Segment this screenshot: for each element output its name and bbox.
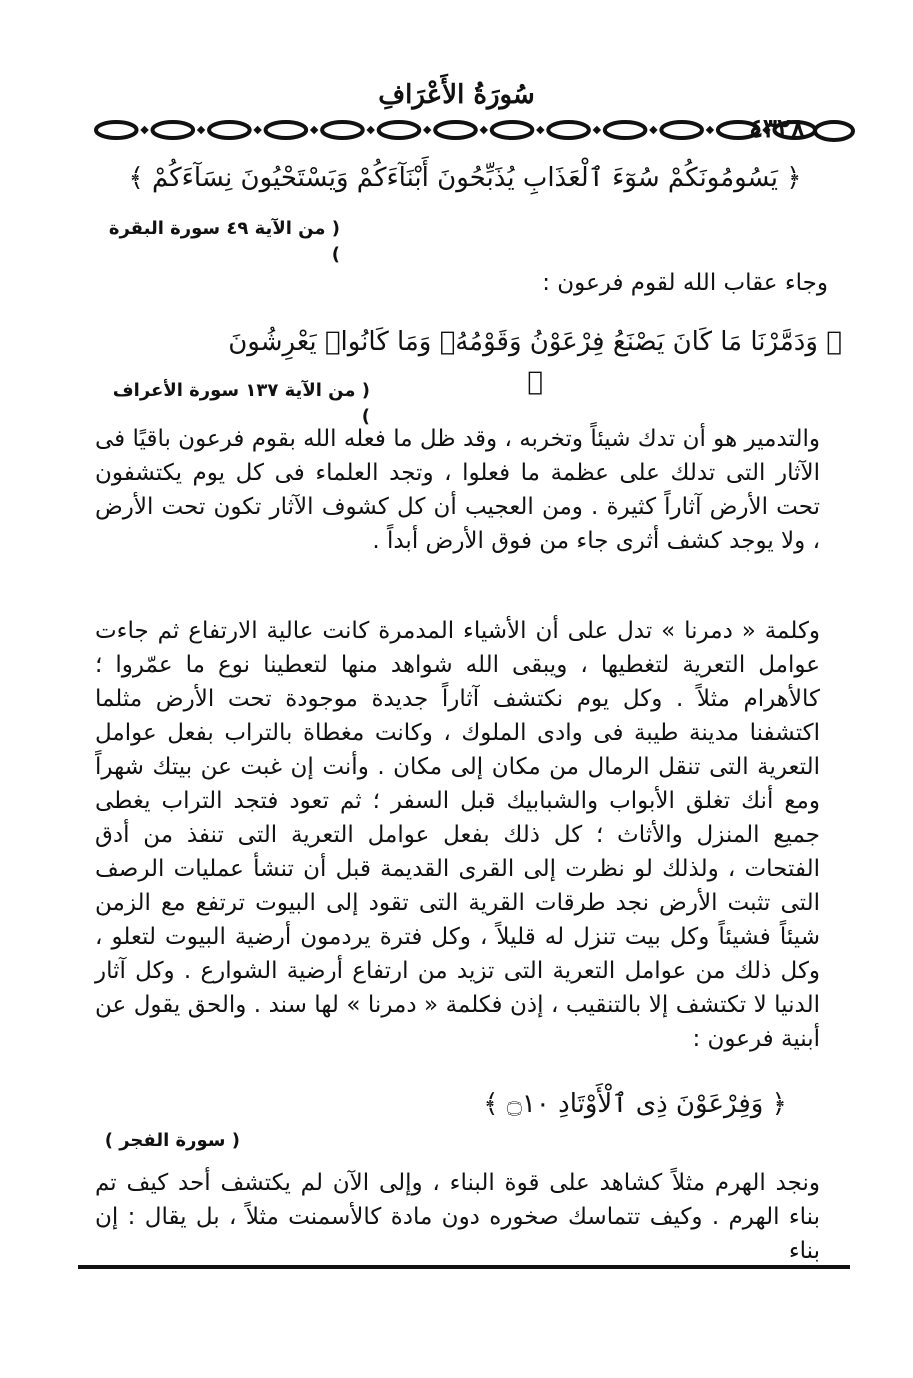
ornament-diamond bbox=[253, 126, 261, 134]
ornament-diamond bbox=[140, 126, 148, 134]
ornament-link bbox=[96, 122, 137, 138]
quran-verse-3: ﴿ وَفِرْعَوْنَ ذِى ٱلْأَوْتَادِ ۝١٠ ﴾ bbox=[483, 1089, 787, 1119]
ornament-link bbox=[153, 122, 194, 138]
paragraph-2-text: وكلمة « دمرنا » تدل على أن الأشياء المدمرة كانت عالية الارتفاع ثم جاءت عوامل التعرية لتغطيها ، ويبقى الله شواهد منها لتعطينا نوع ما عمّروا ؛ كالأهرام مثلاً . وكل يوم نكتشف آثاراً جديدة موجودة تحت الأرض مثلما اكتشفنا مدينة طيبة فى وادى الملوك ، وكانت مغطاة بالتراب بفعل عوامل التعرية التى تنقل الرمال من مكان إلى مكان . وأنت إن غبت عن بيتك شهراً ومع أنك تغلق الأبواب والشبابيك قبل السفر ؛ ثم تعود فتجد التراب يغطى جميع المنزل والأثاث ؛ كل ذلك بفعل عوامل التعرية التى تنفذ من أدق الفتحات ، ولذلك لو نظرت إلى القرى القديمة قبل أن تنشأ عمليات الرصف التى تثبت الأرض نجد طرقات القرية التى تقود إلى البيوت ترتفع مع الزمن شيئاً فشيئاً وكل بيت تنزل له قليلاً ، وكل فترة يردمون أرضية البيوت لتعلو ، وكل ذلك من عوامل التعرية التى تزيد من ارتفاع أرضية الشوارع . وكل آثار الدنيا لا تكتشف إلا بالتنقيب ، إذن فكلمة « دمرنا » لها سند . والحق يقول عن أبنية فرعون : bbox=[95, 618, 820, 1052]
paragraph-1-text: والتدمير هو أن تدك شيئاً وتخربه ، وقد ظل ما فعله الله بقوم فرعون باقيًا فى الآثار التى تدلك على عظمة ما فعلوا ، وتجد العلماء فى كل يوم يكتشفون تحت الأرض آثاراً كثيرة . ومن العجيب أن كل كشوف الآثار تكون تحت الأرض ، ولا يوجد كشف أثرى جاء من فوق الأرض أبداً . bbox=[95, 426, 820, 554]
ornament-end bbox=[812, 118, 856, 144]
ornament-link bbox=[605, 122, 646, 138]
ornament-diamond bbox=[366, 126, 374, 134]
ornament-link bbox=[379, 122, 420, 138]
ornament-border bbox=[88, 116, 823, 144]
intro-line: وجاء عقاب الله لقوم فرعون : bbox=[542, 270, 828, 296]
ornament-diamond bbox=[649, 126, 657, 134]
page-number: ٤٣٢٨ bbox=[749, 114, 805, 144]
ornament-link bbox=[209, 122, 250, 138]
ornament-diamond bbox=[480, 126, 488, 134]
ornament-link bbox=[548, 122, 589, 138]
paragraph-3 bbox=[95, 1166, 820, 1268]
bottom-rule bbox=[78, 1265, 850, 1269]
ornament-link bbox=[492, 122, 533, 138]
ornament-diamond bbox=[197, 126, 205, 134]
ornament-diamond bbox=[536, 126, 544, 134]
ornament-diamond bbox=[423, 126, 431, 134]
quran-verse-2: ﴿ وَدَمَّرْنَا مَا كَانَ يَصْنَعُ فِرْعَوْنُ وَقَوْمُهُۥ وَمَا كَانُوا۟ يَعْرِشُونَ ﴾ bbox=[228, 327, 842, 397]
ornament-link bbox=[661, 122, 702, 138]
verse-2-reference: ( من الآية ١٣٧ سورة الأعراف ) bbox=[112, 380, 370, 427]
paragraph-1 bbox=[95, 422, 820, 558]
ornament-diamond bbox=[706, 126, 714, 134]
ornament-diamond bbox=[593, 126, 601, 134]
ornament-link bbox=[322, 122, 363, 138]
verse-3-reference: ( سورة الفجر ) bbox=[104, 1130, 240, 1151]
ornament-link bbox=[266, 122, 307, 138]
surah-title: سُورَةُ الأَعْرَافِ bbox=[378, 80, 535, 110]
ornament-link bbox=[435, 122, 476, 138]
paragraph-3-text: ونجد الهرم مثلاً كشاهد على قوة البناء ، وإلى الآن لم يكتشف أحد كيف تم بناء الهرم . وكيف تتماسك صخوره دون مادة كالأسمنت مثلاً ، بل يقال : إن بناء bbox=[95, 1170, 820, 1264]
verse-1-reference: ( من الآية ٤٩ سورة البقرة ) bbox=[108, 218, 340, 265]
quran-verse-1: ﴿ يَسُومُونَكُمْ سُوٓءَ ٱلْعَذَابِ يُذَبِّحُونَ أَبْنَآءَكُمْ وَيَسْتَحْيُونَ نِسَآءَكُمْ ﴾ bbox=[128, 163, 802, 193]
ornament-diamond bbox=[310, 126, 318, 134]
paragraph-2 bbox=[95, 614, 820, 1056]
